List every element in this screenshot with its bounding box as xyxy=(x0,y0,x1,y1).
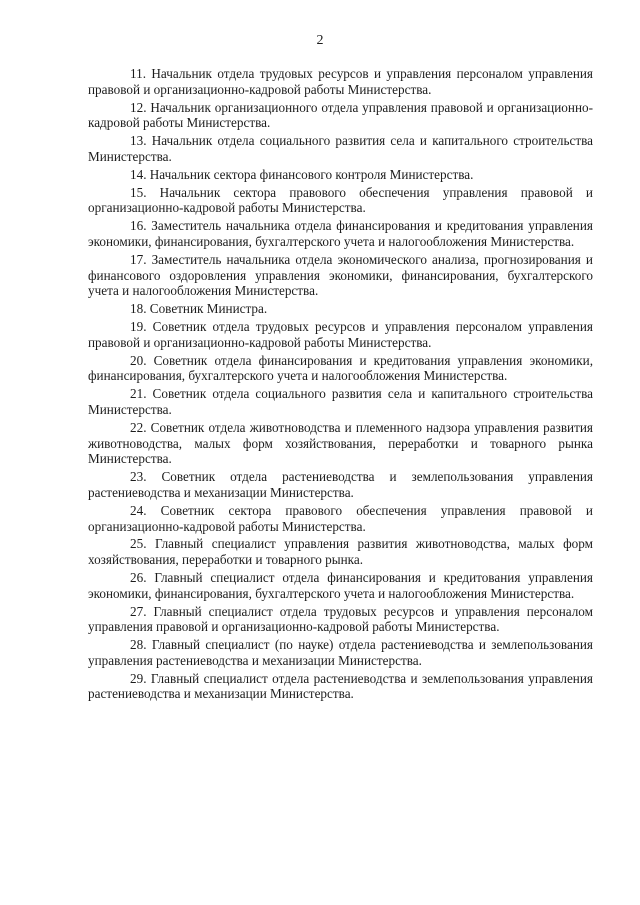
list-item: 19. Советник отдела трудовых ресурсов и управления персоналом управления правовой и организационно-кадровой работы Министерства. xyxy=(88,318,593,350)
list-item: 14. Начальник сектора финансового контроля Министерства. xyxy=(130,166,474,182)
list-item: 15. Начальник сектора правового обеспечения управления правовой и организационно-кадровой работы Министерства. xyxy=(88,184,593,216)
list-item: 23. Советник отдела растениеводства и землепользования управления растениеводства и механизации Министерства. xyxy=(88,469,593,500)
list-item: 28. Главный специалист (по науке) отдела растениеводства и землепользования управления растениеводства и механизации Министерства. xyxy=(88,637,593,668)
list-item: 13. Начальник отдела социального развития села и капитального строительства Министерства. xyxy=(88,133,593,164)
page-number: 2 xyxy=(316,33,324,48)
list-item: 17. Заместитель начальника отдела экономического анализа, прогнозирования и финансового оздоровления управления экономики, финансирования, бухгалтерского учета и налогообложения Министерства. xyxy=(88,251,593,299)
list-item: 16. Заместитель начальника отдела финансирования и кредитования управления экономики, финансирования, бухгалтерского учета и налогообложения Министерства. xyxy=(88,218,593,249)
list-item: 20. Советник отдела финансирования и кредитования управления экономики, финансирования, бухгалтерского учета и налогообложения Министерства. xyxy=(88,352,593,384)
list-item: 12. Начальник организационного отдела управления правовой и организационно-кадровой работы Министерства. xyxy=(88,99,593,131)
list-item: 21. Советник отдела социального развития села и капитального строительства Министерства. xyxy=(88,386,593,417)
document-body xyxy=(88,66,593,704)
list-item: 11. Начальник отдела трудовых ресурсов и управления персоналом управления правовой и организационно-кадровой работы Министерства. xyxy=(88,66,593,97)
list-item: 29. Главный специалист отдела растениеводства и землепользования управления растениеводства и механизации Министерства. xyxy=(88,670,593,702)
list-item: 25. Главный специалист управления развития животноводства, малых форм хозяйствования, переработки и товарного рынка. xyxy=(88,536,593,568)
list-item: 26. Главный специалист отдела финансирования и кредитования управления экономики, финансирования, бухгалтерского учета и налогообложения Министерства. xyxy=(88,569,593,601)
list-item: 22. Советник отдела животноводства и племенного надзора управления развития животноводства, малых форм хозяйствования, переработки и товарного рынка Министерства. xyxy=(88,419,593,467)
list-item: 18. Советник Министра. xyxy=(130,301,268,317)
list-item: 24. Советник сектора правового обеспечения управления правовой и организационно-кадровой работы Министерства. xyxy=(88,502,593,534)
list-item: 27. Главный специалист отдела трудовых ресурсов и управления персоналом управления правовой и организационно-кадровой работы Министерства. xyxy=(88,603,593,635)
